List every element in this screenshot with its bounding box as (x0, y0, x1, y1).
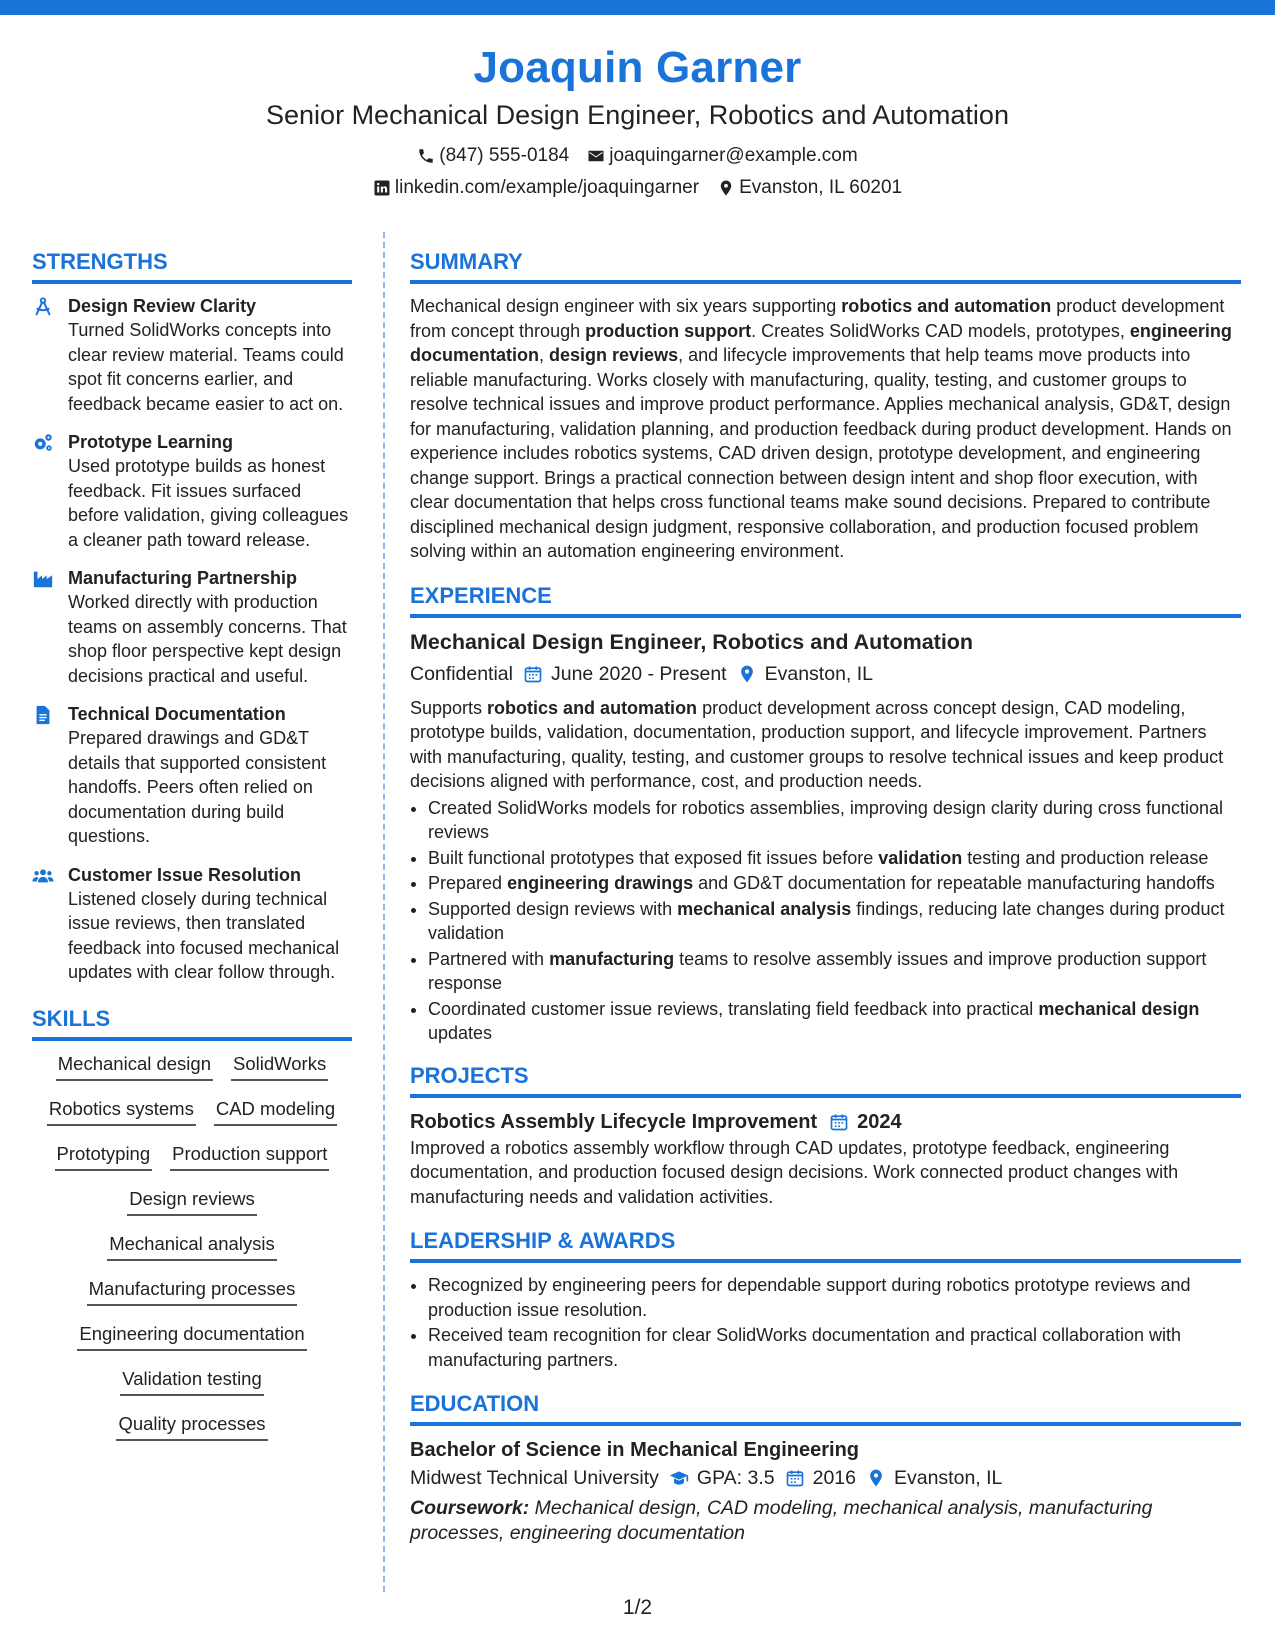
strengths-heading: STRENGTHS (32, 248, 352, 284)
skill-tag: Design reviews (127, 1186, 256, 1216)
skill-tag: Mechanical analysis (107, 1231, 277, 1261)
strength-title: Design Review Clarity (68, 296, 257, 316)
linkedin-contact[interactable] (373, 176, 699, 200)
strength-desc: Used prototype builds as honest feedback. Fit issues surfaced before validation, giving colleagues a cleaner path toward release. (68, 456, 349, 550)
top-accent-bar (0, 0, 1275, 15)
skill-tag: Quality processes (116, 1411, 267, 1441)
location-text: Evanston, IL 60201 (739, 177, 903, 198)
gears-icon (32, 432, 54, 454)
job-bullet: • Partnered with manufacturing teams to resolve assembly issues and improve production support response (428, 947, 1241, 996)
skills-list (32, 1051, 352, 1456)
strength-item (32, 566, 352, 688)
skill-tag: Prototyping (55, 1141, 153, 1171)
school-name: Midwest Technical University (410, 1467, 659, 1489)
candidate-name: Joaquin Garner (473, 43, 802, 92)
skill-tag: Validation testing (120, 1366, 264, 1396)
phone-contact (417, 144, 569, 168)
experience-heading: EXPERIENCE (410, 582, 1241, 618)
project-year: 2024 (857, 1110, 902, 1133)
education-heading: EDUCATION (410, 1390, 1241, 1426)
skill-tag: Engineering documentation (77, 1321, 306, 1351)
strength-title: Technical Documentation (68, 704, 286, 724)
strength-title: Prototype Learning (68, 432, 234, 452)
job-bullet: • Created SolidWorks models for robotics assemblies, improving design clarity during cross functional reviews (428, 796, 1241, 845)
phone-text: (847) 555-0184 (439, 145, 570, 166)
email-text: joaquingarner@example.com (609, 145, 858, 166)
strength-item (32, 430, 352, 552)
job-bullet: • Prepared engineering drawings and GD&T documentation for repeatable manufacturing handoffs (428, 871, 1241, 896)
phone-icon (417, 147, 435, 165)
graduation-year: 2016 (812, 1467, 856, 1489)
contact-line-1 (0, 140, 1275, 172)
project-desc: Improved a robotics assembly workflow through CAD updates, prototype feedback, engineering documentation, and production focused design decisions. Work connected product changes with manufacturing needs and validation activities. (410, 1137, 1179, 1207)
strength-item (32, 702, 352, 849)
education-meta (410, 1464, 1241, 1492)
summary-text: Mechanical design engineer with six years supporting robotics and automation product development from concept through production support. Creates SolidWorks CAD models, prototypes, engineering documentation, design reviews, and lifecycle improvements that help teams move products into reliable manufacturing. Works closely with manufacturing, quality, testing, and customer groups to resolve technical issues and improve product performance. Applies mechanical analysis, GD&T, design for manufacturing, validation planning, and production feedback during product development. Hands on experience includes robotics systems, CAD driven design, prototype development, and engineering change support. Brings a practical connection between design intent and shop floor execution, with clear documentation that helps cross functional teams make sound decisions. Prepared to contribute disciplined mechanical design judgment, responsive collaboration, and production focused problem solving within an automation engineering environment. (410, 296, 1232, 561)
page-number: 1/2 (622, 1596, 653, 1619)
users-icon (32, 865, 54, 887)
leadership-list (410, 1273, 1241, 1372)
industry-icon (32, 568, 54, 590)
leadership-item: • Recognized by engineering peers for dependable support during robotics prototype reviews and production issue resolution. (428, 1273, 1241, 1322)
company-name: Confidential (410, 662, 513, 685)
strength-title: Manufacturing Partnership (68, 568, 298, 588)
graduation-cap-icon (669, 1468, 689, 1488)
skill-tag: Manufacturing processes (87, 1276, 298, 1306)
job-bullet: • Coordinated customer issue reviews, translating field feedback into practical mechanical design updates (428, 997, 1241, 1046)
map-pin-icon (866, 1468, 886, 1488)
skill-tag: CAD modeling (214, 1096, 337, 1126)
skill-tag: SolidWorks (231, 1051, 328, 1081)
linkedin-icon (373, 179, 391, 197)
leadership-item: • Received team recognition for clear SolidWorks documentation and practical collaboration with manufacturing partners. (428, 1323, 1241, 1372)
contact-line-2 (0, 172, 1275, 204)
strength-desc: Prepared drawings and GD&T details that supported consistent handoffs. Peers often relied on documentation during build questions. (68, 728, 327, 846)
resume-header (0, 42, 1275, 204)
job-description: Supports robotics and automation product development across concept design, CAD modeling, prototype builds, validation, documentation, production support, and lifecycle improvement. Partners with manufacturing, quality, testing, and customer groups to resolve technical issues and keep product decisions aligned with performance, cost, and production needs. (410, 697, 1224, 791)
summary-heading: SUMMARY (410, 248, 1241, 284)
calendar-icon (829, 1112, 849, 1132)
coursework: Coursework: Mechanical design, CAD modeling, mechanical analysis, manufacturing processes, engineering documentation (410, 1497, 1153, 1544)
strength-item (32, 863, 352, 985)
document-icon (32, 704, 54, 726)
left-column (32, 248, 352, 1456)
gpa: GPA: 3.5 (696, 1467, 775, 1489)
strength-item (32, 294, 352, 416)
job-title: Mechanical Design Engineer, Robotics and Automation (410, 629, 974, 654)
job-meta (410, 660, 1241, 688)
job-bullet: • Supported design reviews with mechanical analysis findings, reducing late changes during product validation (428, 897, 1241, 946)
column-divider (383, 232, 385, 1592)
projects-heading: PROJECTS (410, 1062, 1241, 1098)
job-bullet: • Built functional prototypes that exposed fit issues before validation testing and production release (428, 846, 1241, 871)
right-column (410, 248, 1241, 1545)
strength-desc: Listened closely during technical issue reviews, then translated feedback into focused mechanical updates with clear follow through. (68, 888, 340, 982)
linkedin-text: linkedin.com/example/joaquingarner (394, 177, 700, 198)
calendar-icon (523, 664, 543, 684)
skill-tag: Production support (170, 1141, 329, 1171)
email-contact[interactable] (587, 144, 857, 168)
skills-heading: SKILLS (32, 1005, 352, 1041)
strength-desc: Worked directly with production teams on assembly concerns. That shop floor perspective kept design decisions practical and useful. (68, 592, 347, 686)
candidate-title: Senior Mechanical Design Engineer, Robotics and Automation (266, 100, 1009, 130)
leadership-heading: LEADERSHIP & AWARDS (410, 1227, 1241, 1263)
degree: Bachelor of Science in Mechanical Engineering (410, 1439, 860, 1461)
compass-icon (32, 296, 54, 318)
strength-title: Customer Issue Resolution (68, 864, 302, 885)
map-pin-icon (737, 664, 757, 684)
education-location: Evanston, IL (893, 1467, 1003, 1489)
map-pin-icon (717, 179, 735, 197)
project-header (410, 1108, 1241, 1136)
project-name: Robotics Assembly Lifecycle Improvement (410, 1110, 818, 1133)
contact-info (0, 140, 1275, 204)
skill-tag: Robotics systems (47, 1096, 196, 1126)
skill-tag: Mechanical design (56, 1051, 213, 1081)
calendar-icon (785, 1468, 805, 1488)
location-contact (717, 176, 902, 200)
job-location: Evanston, IL (764, 662, 874, 685)
envelope-icon (587, 147, 605, 165)
strength-desc: Turned SolidWorks concepts into clear review material. Teams could spot fit concerns earlier, and feedback became easier to act on. (68, 320, 344, 414)
job-dates: June 2020 - Present (550, 662, 727, 685)
job-bullets (410, 796, 1241, 1046)
